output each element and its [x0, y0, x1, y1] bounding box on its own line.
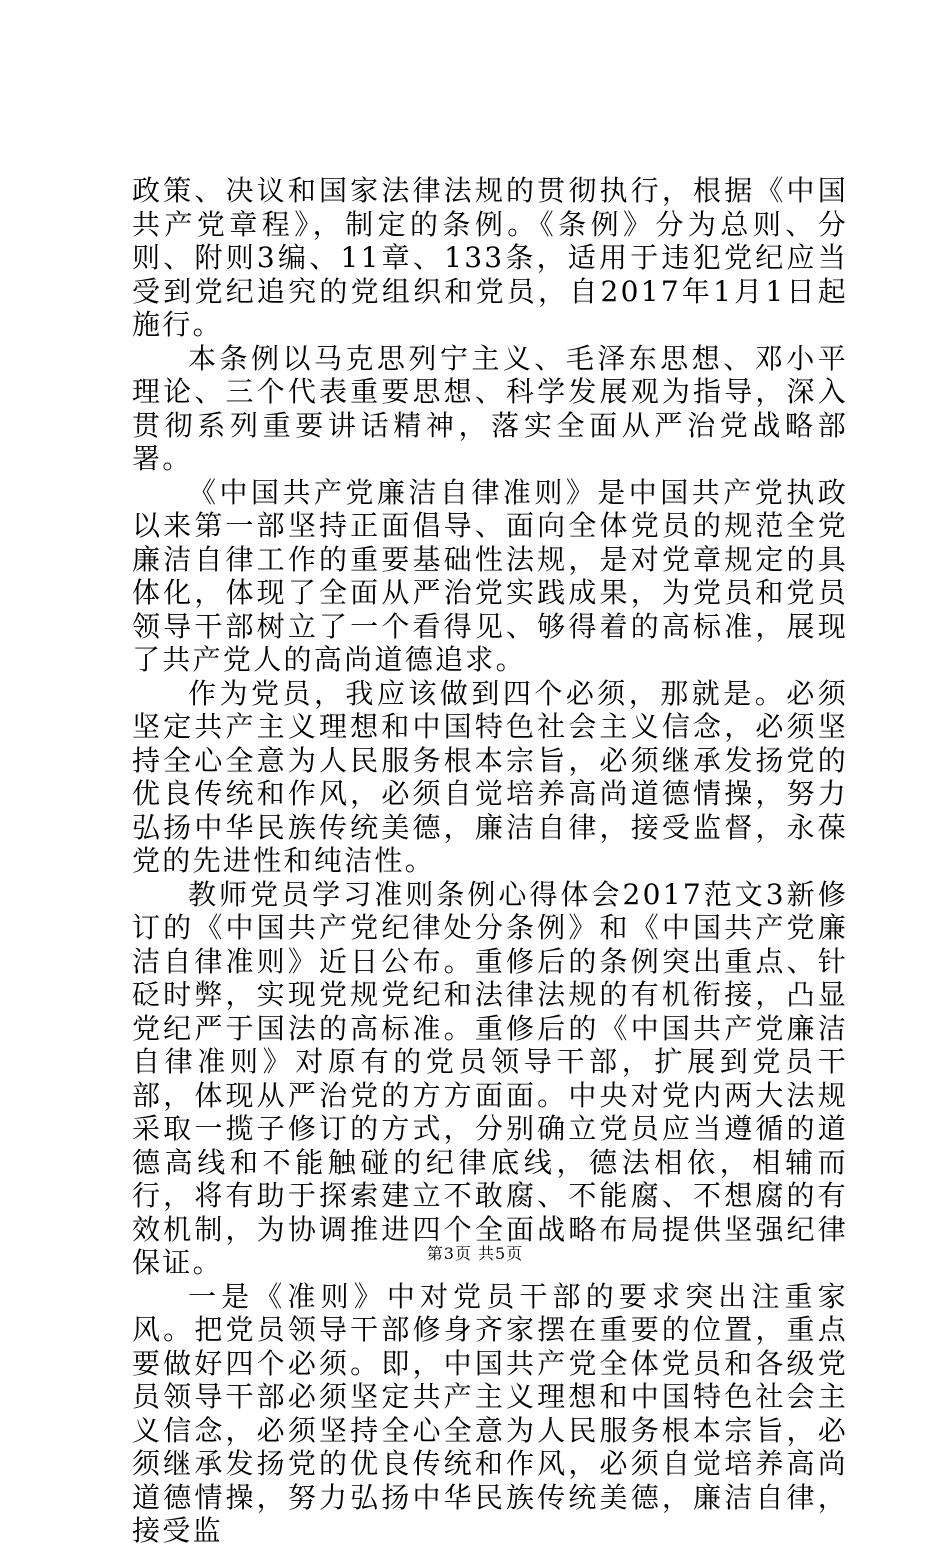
paragraph-1: 政策、决议和国家法律法规的贯彻执行，根据《中国共产党章程》，制定的条例。《条例》分为总则、分则、附则3编、11章、133条，适用于违犯党纪应当受到党纪追究的党组织和党员，自2017年1月1日起施行。 — [132, 174, 848, 341]
paragraph-6: 一是《准则》中对党员干部的要求突出注重家风。把党员领导干部修身齐家摆在重要的位置，重点要做好四个必须。即，中国共产党全体党员和各级党员领导干部必须坚定共产主义理想和中国特色社会主义信念，必须坚持全心全意为人民服务根本宗旨，必须继承发扬党的优良传统和作风，必须自觉培养高尚道德情操，努力弘扬中华民族传统美德，廉洁自律，接受监 — [132, 1279, 848, 1547]
document-body — [132, 174, 848, 1548]
paragraph-4: 作为党员，我应该做到四个必须，那就是。必须坚定共产主义理想和中国特色社会主义信念，必须坚持全心全意为人民服务根本宗旨，必须继承发扬党的优良传统和作风，必须自觉培养高尚道德情操，努力弘扬中华民族传统美德，廉洁自律，接受监督，永葆党的先进性和纯洁性。 — [132, 676, 848, 877]
paragraph-2: 本条例以马克思列宁主义、毛泽东思想、邓小平理论、三个代表重要思想、科学发展观为指导，深入贯彻系列重要讲话精神，落实全面从严治党战略部署。 — [132, 341, 848, 475]
paragraph-3: 《中国共产党廉洁自律准则》是中国共产党执政以来第一部坚持正面倡导、面向全体党员的规范全党廉洁自律工作的重要基础性法规，是对党章规定的具体化，体现了全面从严治党实践成果，为党员和党员领导干部树立了一个看得见、够得着的高标准，展现了共产党人的高尚道德追求。 — [132, 475, 848, 676]
page-footer: 第3页 共5页 — [426, 1244, 524, 1263]
paragraph-5: 教师党员学习准则条例心得体会2017范文3新修订的《中国共产党纪律处分条例》和《中国共产党廉洁自律准则》近日公布。重修后的条例突出重点、针砭时弊，实现党规党纪和法律法规的有机衔接，凸显党纪严于国法的高标准。重修后的《中国共产党廉洁自律准则》对原有的党员领导干部，扩展到党员干部，体现从严治党的方方面面。中央对党内两大法规采取一揽子修订的方式，分别确立党员应当遵循的道德高线和不能触碰的纪律底线，德法相依，相辅而行，将有助于探索建立不敢腐、不能腐、不想腐的有效机制，为协调推进四个全面战略布局提供坚强纪律保证。 — [132, 877, 848, 1279]
